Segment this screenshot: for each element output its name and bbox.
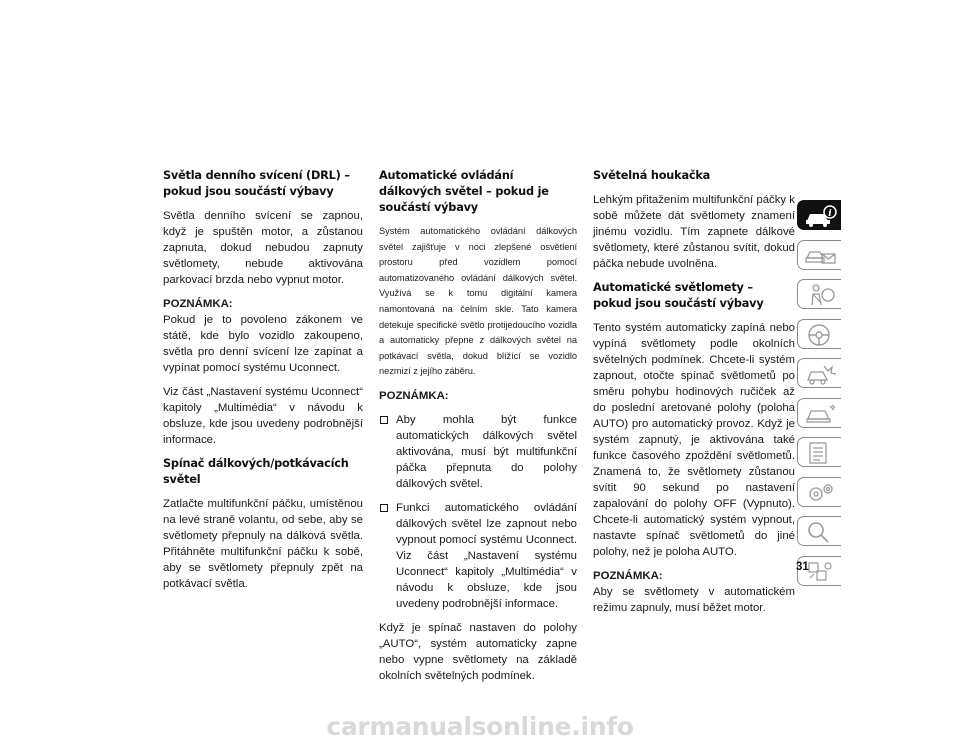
- heading-flash-to-pass: Světelná houkačka: [593, 169, 711, 182]
- list-item: [379, 412, 577, 492]
- envelope-car-icon: [804, 244, 838, 268]
- note-label: POZNÁMKA:: [379, 389, 449, 402]
- paragraph-flash-to-pass: Lehkým přitažením multifunkční páčky k sobě můžete dát světlomety znamení jinému vozidlu. Tím zapnete dálkové světlomety, které zůstanou svítit, dokud páčka nebude uvolněna.: [593, 194, 795, 270]
- tab-starting-operating[interactable]: [797, 319, 841, 349]
- svg-text:i: i: [828, 209, 832, 219]
- note-text-auto-headlights: Aby se světlomety v automatickém režimu zapnuly, musí běžet motor.: [593, 586, 795, 614]
- tab-safety[interactable]: [797, 279, 841, 309]
- language-icon: [804, 560, 838, 584]
- tab-index[interactable]: [797, 516, 841, 546]
- tab-servicing[interactable]: [797, 398, 841, 428]
- steering-wheel-icon: [804, 323, 838, 347]
- paragraph-auto-headlights: Tento systém automaticky zapíná nebo vypíná světlomety podle okolních světelných podmínek. Chcete-li systém zapnout, otočte spínač světlometů po směru pohybu hodinových ručiček až do poslední aretované polohy (poloha AUTO) pro automatický provoz. Když je systém zapnutý, je aktivována také funkce časového zpoždění světlometů. Znamená to, že světlomety zůstanou svítit 90 sekund po nastavení zapalování do polohy OFF (Vypnuto). Chcete-li automatický systém vypnout, nastavte spínač světlometů do jiné polohy, než je poloha AUTO.: [593, 322, 795, 558]
- note-label: POZNÁMKA:: [593, 570, 663, 582]
- heading-drl: Světla denního svícení (DRL) – pokud jsou součástí výbavy: [163, 169, 350, 198]
- note-text-drl: Pokud je to povoleno zákonem ve státě, kde bylo vozidlo zakoupeno, světla pro denní svícení lze zapínat a vypínat pomocí systému Uconnect.: [163, 314, 363, 374]
- tab-getting-to-know-vehicle[interactable]: [797, 200, 841, 230]
- note-label: POZNÁMKA:: [163, 298, 233, 310]
- magnifier-icon: [804, 520, 838, 544]
- heading-auto-headlights: Automatické světlomety – pokud jsou součástí výbavy: [593, 281, 764, 310]
- bullet-text: Funkci automatického ovládání dálkových světel lze zapnout nebo vypnout pomocí systému Uconnect. Viz část „Nastavení systému Uconnect“ kapitoly „Multimédia“ v návodu k obsluze, kde jsou uvedeny podrobnější informace.: [396, 501, 577, 610]
- paragraph-beam-switch: Zatlačte multifunkční páčku, umístěnou na levé straně volantu, od sebe, aby se světlomety přepnuly na dálková světla. Přitáhněte multifunkční páčku k sobě, aby se světlomety přepnuly zpět na potkávací světla.: [163, 498, 363, 590]
- list-item: [379, 500, 577, 612]
- heading-beam-switch: Spínač dálkových/potkávacích světel: [163, 457, 349, 486]
- car-crash-icon: [804, 362, 838, 386]
- bullet-text: Aby mohla být funkce automatických dálkových světel aktivována, musí být multifunkční páčka přepnuta do polohy dálkových světel.: [396, 413, 577, 490]
- paragraph-drl: Světla denního svícení se zapnou, když je spuštěn motor, a zůstanou zapnuta, dokud nebudou zapnuty světlomety, nebude aktivována parkovací brzda nebo vypnut motor.: [163, 210, 363, 286]
- column-left: [163, 168, 363, 600]
- paragraph-auto-position: Když je spínač nastaven do polohy „AUTO“, systém automaticky zapne nebo vypne světlomety na základě okolních světelných podmínek.: [379, 621, 577, 682]
- watermark: carmanualsonline.info: [326, 712, 634, 741]
- bullet-box-icon: [380, 416, 388, 424]
- note-bullet-list: [379, 412, 577, 612]
- tab-envelope-car[interactable]: [797, 240, 841, 270]
- page-number: 31: [796, 561, 809, 573]
- tab-specifications[interactable]: [797, 437, 841, 467]
- seat-belt-airbag-icon: [804, 283, 838, 307]
- bullet-box-icon: [380, 504, 388, 512]
- column-middle: [379, 168, 577, 692]
- checklist-icon: [804, 441, 838, 465]
- column-right: [593, 168, 795, 624]
- car-info-icon: [804, 204, 838, 228]
- paragraph-uconnect-reference: Viz část „Nastavení systému Uconnect“ kapitoly „Multimédia“ v návodu k obsluze, kde jsou uvedeny podrobnější informace.: [163, 386, 363, 446]
- tab-multimedia[interactable]: [797, 477, 841, 507]
- chapter-tabs: [797, 200, 842, 595]
- car-tools-icon: [804, 402, 838, 426]
- tab-emergency[interactable]: [797, 358, 841, 388]
- gears-icon: [804, 481, 838, 505]
- heading-auto-high-beam: Automatické ovládání dálkových světel – pokud je součástí výbavy: [379, 169, 549, 214]
- paragraph-auto-high-beam: Systém automatického ovládání dálkových světel zajišťuje v noci zlepšené osvětlení prostoru před vozidlem pomocí automatizovaného ovládání dálkových světel. Využívá se k tomu digitální kamera namontovaná na čelním skle. Tato kamera detekuje specifické světlo protijedoucího vozidla a automaticky přepne z dálkových světel na potkávací světla, dokud blížící se vozidlo nezmizí z jejího záběru.: [379, 226, 577, 377]
